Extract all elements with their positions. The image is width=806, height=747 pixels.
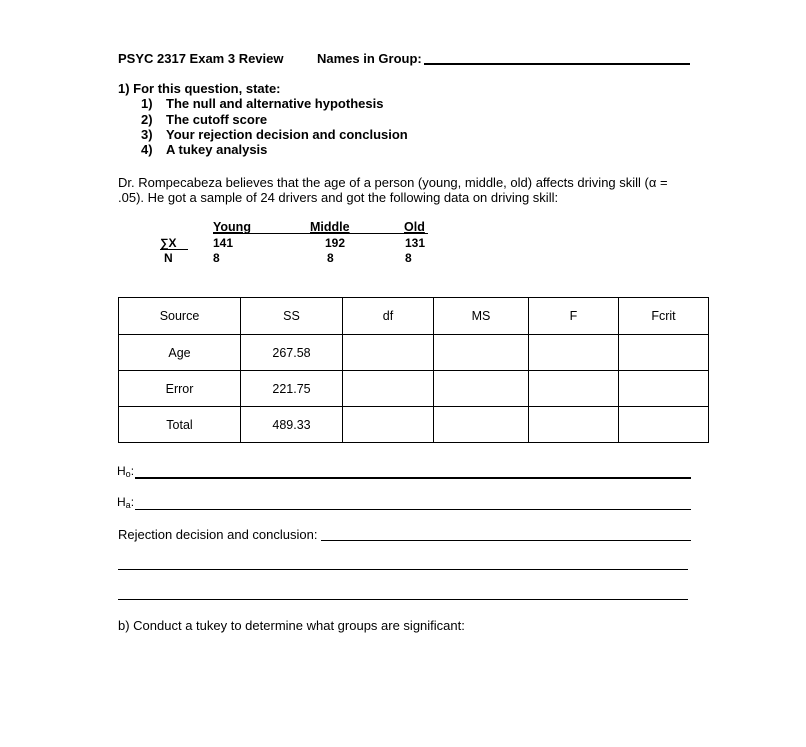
cell-df[interactable] [343, 407, 434, 443]
cell-ss: 267.58 [241, 335, 343, 371]
group-header-old: Old [404, 220, 425, 234]
h0-subscript: o [125, 469, 131, 479]
header-ss: SS [241, 298, 343, 335]
table-row [119, 407, 709, 443]
group-header-young: Young [213, 220, 251, 234]
question-item: A tukey analysis [166, 142, 268, 157]
cell-f[interactable] [529, 371, 619, 407]
course-title: PSYC 2317 Exam 3 Review [118, 51, 284, 66]
sumx-young: 141 [213, 236, 234, 250]
cell-source: Error [119, 371, 241, 407]
cell-ms[interactable] [434, 335, 529, 371]
table-row [119, 371, 709, 407]
cell-fcrit[interactable] [619, 407, 709, 443]
cell-source: Total [119, 407, 241, 443]
cell-ss: 221.75 [241, 371, 343, 407]
summary-row-divider [160, 249, 188, 250]
cell-f[interactable] [529, 407, 619, 443]
ha-subscript: a [125, 500, 131, 510]
header-source: Source [119, 298, 241, 335]
n-young: 8 [213, 251, 220, 265]
cell-ss: 489.33 [241, 407, 343, 443]
h0-answer-line[interactable] [135, 477, 691, 479]
blank-answer-line[interactable] [118, 599, 688, 600]
sumx-label: ∑X [160, 236, 177, 250]
scenario-line2: .05). He got a sample of 24 drivers and got the following data on driving skill: [118, 190, 559, 205]
cell-df[interactable] [343, 371, 434, 407]
question-item-num: 2) [141, 112, 153, 127]
question-item: The null and alternative hypothesis [166, 96, 384, 111]
group-header-underline [213, 233, 428, 234]
tukey-prompt: b) Conduct a tukey to determine what groups are significant: [118, 618, 465, 633]
n-old: 8 [405, 251, 412, 265]
table-header-row [119, 298, 709, 335]
sumx-old: 131 [405, 236, 426, 250]
question-intro: 1) For this question, state: [118, 81, 281, 96]
cell-fcrit[interactable] [619, 335, 709, 371]
n-label: N [164, 251, 173, 265]
cell-fcrit[interactable] [619, 371, 709, 407]
rejection-answer-line[interactable] [321, 540, 691, 541]
question-item: The cutoff score [166, 112, 268, 127]
question-item-num: 3) [141, 127, 153, 142]
names-label: Names in Group: [317, 51, 422, 66]
group-header-middle: Middle [310, 220, 350, 234]
cell-ms[interactable] [434, 371, 529, 407]
ha-answer-line[interactable] [135, 509, 691, 510]
cell-df[interactable] [343, 335, 434, 371]
question-item-num: 1) [141, 96, 153, 111]
ha-letter: H [117, 495, 126, 509]
cell-f[interactable] [529, 335, 619, 371]
header-df: df [343, 298, 434, 335]
question-item: Your rejection decision and conclusion [166, 127, 408, 142]
header-fcrit: Fcrit [619, 298, 709, 335]
rejection-label: Rejection decision and conclusion: [118, 527, 318, 542]
cell-source: Age [119, 335, 241, 371]
names-blank[interactable] [424, 63, 690, 65]
header-ms: MS [434, 298, 529, 335]
cell-ms[interactable] [434, 407, 529, 443]
h0-label: $H_o$: [117, 464, 135, 479]
anova-table [118, 297, 709, 443]
header-f: F [529, 298, 619, 335]
h0-letter: H [117, 464, 126, 478]
sumx-middle: 192 [325, 236, 346, 250]
n-middle: 8 [327, 251, 334, 265]
table-row [119, 335, 709, 371]
ha-label: $H_a$: [117, 495, 135, 510]
question-item-num: 4) [141, 142, 153, 157]
scenario-line1: Dr. Rompecabeza believes that the age of a person (young, middle, old) affects driving skill (α = [118, 175, 668, 190]
blank-answer-line[interactable] [118, 569, 688, 570]
